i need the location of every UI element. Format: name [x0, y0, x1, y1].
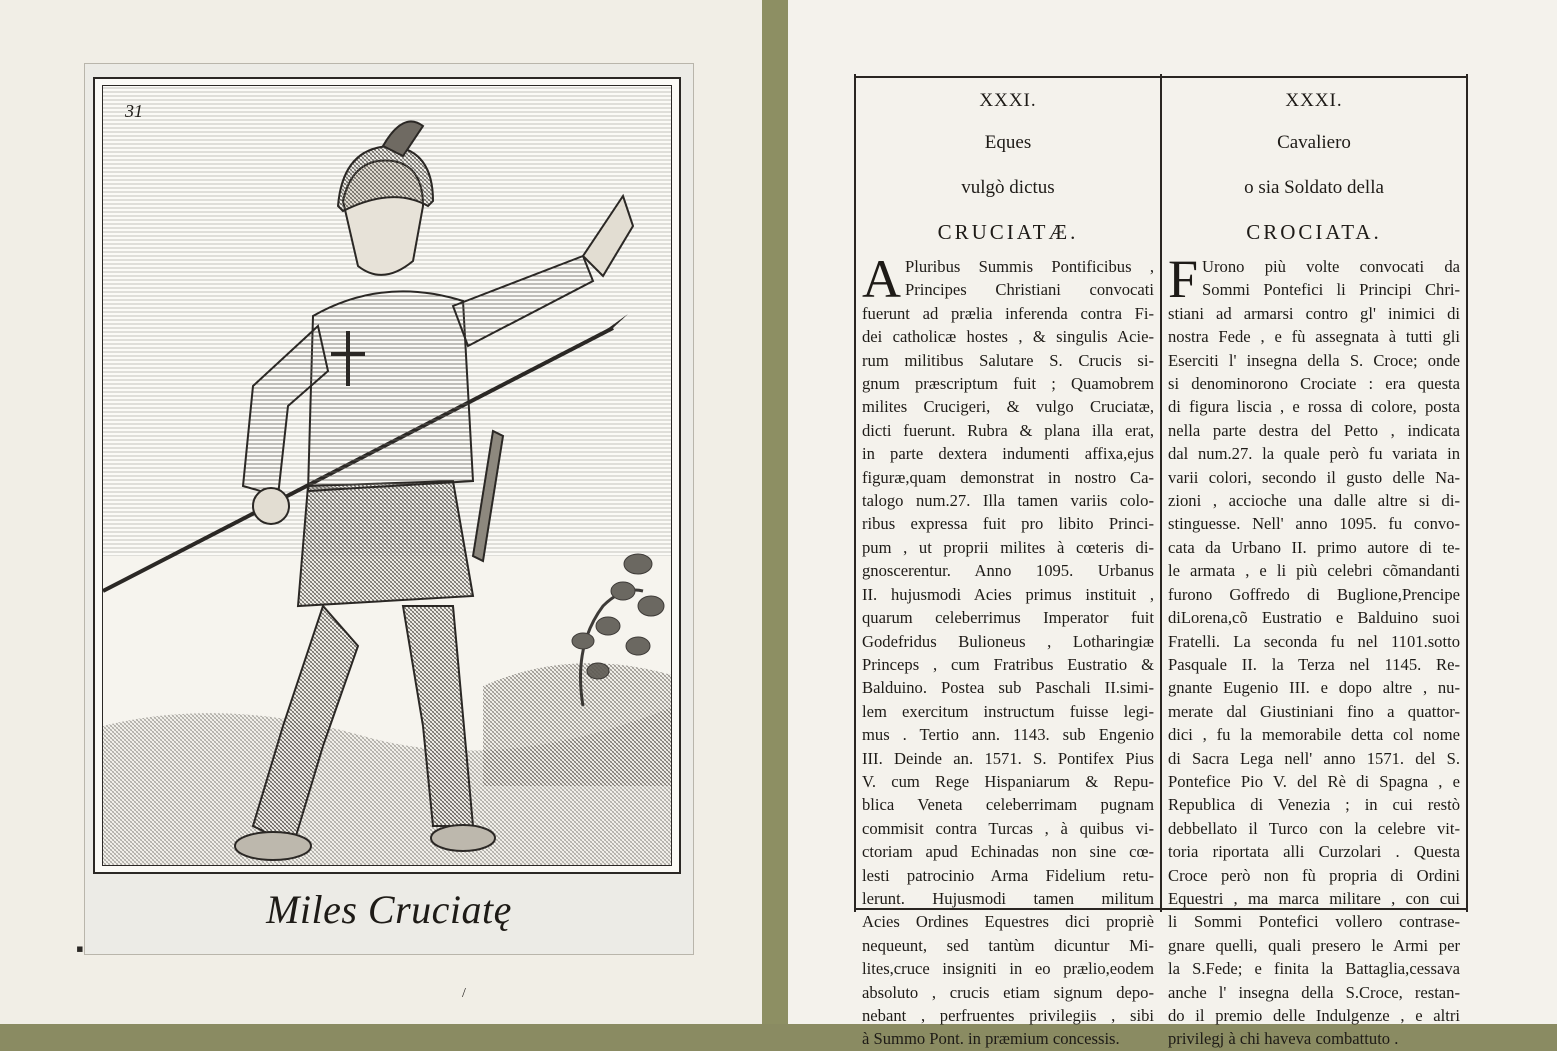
latin-text-line: pum , ut proprii milites à cœteris di- [862, 537, 1154, 557]
italian-text-line: stinguesse. Nell' anno 1095. fu convo- [1168, 514, 1460, 534]
latin-text-line: gnoscerentur. Anno 1095. Urbanus [862, 561, 1154, 581]
latin-text-line: fuerunt ad prælia inferenda contra Fi- [862, 303, 1154, 323]
engraving-image [102, 85, 672, 866]
latin-text-line: blica Veneta celeberrimam pugnam [862, 795, 1154, 815]
italian-text-line: Eserciti l' insegna della S. Croce; onde [1168, 350, 1460, 370]
latin-body [862, 249, 1154, 1051]
italian-text-line: Sommi Pontefici li Principi Chri- [1202, 280, 1460, 300]
italian-body [1168, 249, 1460, 1051]
italian-numeral: XXXI. [1285, 90, 1343, 111]
latin-text-line: Balduino. Postea sub Paschali II.simi- [862, 678, 1154, 698]
plate-caption: Miles Cruciatę [266, 887, 512, 932]
latin-text-line: lerunt. Hujusmodi tamen militum [862, 888, 1154, 908]
italian-text-line: furono Goffredo di Buglione,Prencipe [1168, 584, 1460, 604]
latin-text-line: lites,cruce insigniti in eo prælio,eodem [862, 959, 1154, 979]
latin-text-line: commisit contra Turcas , à quibus vi- [862, 818, 1154, 838]
text-frame [854, 76, 1468, 1049]
latin-text-line: Principes Christiani convocati [905, 280, 1154, 300]
italian-text-line: Urono più volte convocati da [1202, 257, 1460, 276]
latin-text-line: V. cum Rege Hispaniarum & Repu- [862, 771, 1154, 791]
italian-text-line: privilegj à chi haveva combattuto . [1168, 1029, 1399, 1049]
italian-text-line: li Sommi Pontefici vollero contrase- [1168, 912, 1460, 932]
binding-gutter [762, 0, 788, 1024]
italian-text-line: anche l' insegna della S.Croce, restan- [1168, 982, 1460, 1002]
italian-text-line: diLorena,cõ Eustratio e Balduino suoi [1168, 608, 1460, 628]
latin-text-line: quarum celeberrimus Imperator fuit [862, 608, 1154, 628]
italian-text-line: Republica di Venezia ; in cui restò [1168, 795, 1460, 815]
latin-text-line: dicti fuerunt. Rubra & plana illa erat, [862, 420, 1154, 440]
left-rule [854, 74, 856, 912]
latin-text-line: III. Deinde an. 1571. S. Pontifex Pius [862, 748, 1154, 768]
italian-text-line: Fratelli. La seconda fu nel 1101.sotto [1168, 631, 1460, 651]
italian-text-line: do il premio delle Indulgenze , e altri [1168, 1006, 1460, 1025]
italian-dropcap: F [1168, 249, 1199, 309]
page-edge-mark: ▪ [76, 936, 84, 961]
latin-text-line: II. hujusmodi Acies primus instituit , [862, 584, 1154, 604]
italian-text-line: toria riportata alli Curzolari . Questa [1168, 842, 1460, 862]
latin-column [862, 86, 1154, 1051]
italian-text-line: nella parte destra del Petto , indicata [1168, 420, 1460, 440]
italian-text-line: dici , fu la memorabile detta col nome [1168, 725, 1460, 745]
italian-text-line: Pontefice Pio V. del Rè di Spagna , e [1168, 771, 1460, 791]
latin-text-line: Godefridus Bulioneus , Lotharingiæ [862, 631, 1154, 651]
italian-text-line: zioni , accioche una dalle altre si di- [1168, 491, 1460, 511]
latin-text-line: absoluto , crucis etiam signum depo- [862, 982, 1154, 1002]
page-edge-mark: / [462, 986, 466, 1001]
latin-text-line: gnum præscriptum fuit ; Quamobrem [862, 374, 1154, 394]
plate-number: 31 [125, 101, 143, 121]
italian-text-line: di Sacra Lega nell' anno 1571. del S. [1168, 748, 1460, 768]
latin-text-line: rum militibus Salutare S. Crucis si- [862, 350, 1154, 370]
latin-numeral: XXXI. [979, 90, 1037, 111]
italian-text-line: la S.Fede; e finita la Battaglia,cessava [1168, 959, 1460, 979]
italian-title-line3: CROCIATA. [1246, 220, 1382, 244]
italian-text-line: nostra Fede , e fù assegnata à tutti gli [1168, 327, 1460, 347]
italian-text-line: le armata , e li più celebri cõmandanti [1168, 561, 1460, 581]
crusader-soldier-engraving [103, 86, 672, 866]
latin-text-line: lem exercitum instructum fuisse legi- [862, 701, 1154, 721]
latin-title-line1: Eques [984, 132, 1032, 153]
latin-text-line: Princeps , cum Fratribus Eustratio & [862, 654, 1154, 674]
latin-text-line: dei catholicæ hostes , & singulis Acie- [862, 327, 1154, 347]
right-page [788, 0, 1557, 1049]
latin-text-line: in parte dextera indumenti affixa,ejus [862, 444, 1154, 464]
italian-text-line: di figura liscia , e rossa di colore, posta [1168, 397, 1460, 417]
latin-text-line: milites Crucigeri, & vulgo Cruciatæ, [862, 397, 1154, 417]
italian-text-line: cata da Urbano II. primo autore di te- [1168, 537, 1460, 557]
center-rule [1160, 74, 1162, 912]
italian-text-line: Equestri , ma marca militare , con cui [1168, 888, 1460, 908]
italian-text-line: si denominorono Crociate : era questa [1168, 374, 1460, 394]
italian-text-line: dal num.27. la quale però fu variata in [1168, 444, 1460, 464]
latin-dropcap: A [862, 249, 901, 309]
right-rule [1466, 74, 1468, 912]
italian-title-line1: Cavaliero [1277, 132, 1351, 153]
engraving-plate [84, 63, 694, 955]
italian-text-line: Pasquale II. la Terza nel 1145. Re- [1168, 654, 1460, 674]
italian-text-line: stiani ad armarsi contro gl' inimici di [1168, 303, 1460, 323]
italian-text-line: merate dal Giustiniani fino a quattor- [1168, 701, 1460, 721]
latin-title-line3: CRUCIATÆ. [937, 220, 1079, 244]
italian-text-line: gnare quelli, quali presero le Armi per [1168, 935, 1460, 955]
latin-text-line: Pluribus Summis Pontificibus , [905, 257, 1154, 276]
italian-column [1168, 86, 1460, 1051]
latin-title-line2: vulgò dictus [961, 177, 1055, 198]
italian-text-line: Croce però non fù propria di Ordini [1168, 865, 1460, 885]
latin-text-line: nequeunt, sed tantùm dicuntur Mi- [862, 935, 1154, 955]
engraving-frame [93, 77, 681, 874]
latin-text-line: figuræ,quam demonstrat in nostro Ca- [862, 467, 1154, 487]
italian-text-line: varii colori, secondo il gusto delle Na- [1168, 467, 1460, 487]
latin-text-line: ctoriam apud Echinadas non sine cœ- [862, 842, 1154, 862]
latin-text-line: nebant , perfruentes privilegiis , sibi [862, 1006, 1154, 1025]
latin-text-line: à Summo Pont. in præmium concessis. [862, 1029, 1120, 1049]
left-page [0, 0, 762, 1024]
italian-text-line: debbellato il Turco con la celebre vit- [1168, 818, 1460, 838]
latin-text-line: Acies Ordines Equestres dici propriè [862, 912, 1154, 932]
latin-text-line: lesti patrocinio Arma Fidelium retu- [862, 865, 1154, 885]
latin-text-line: talogo num.27. Illa tamen variis colo- [862, 491, 1154, 511]
latin-text-line: ribus expressa fuit pro libito Princi- [862, 514, 1154, 534]
latin-text-line: mus . Tertio ann. 1143. sub Engenio [862, 725, 1154, 745]
italian-text-line: gnante Eugenio III. e dopo altre , nu- [1168, 678, 1460, 698]
italian-title-line2: o sia Soldato della [1244, 177, 1384, 198]
